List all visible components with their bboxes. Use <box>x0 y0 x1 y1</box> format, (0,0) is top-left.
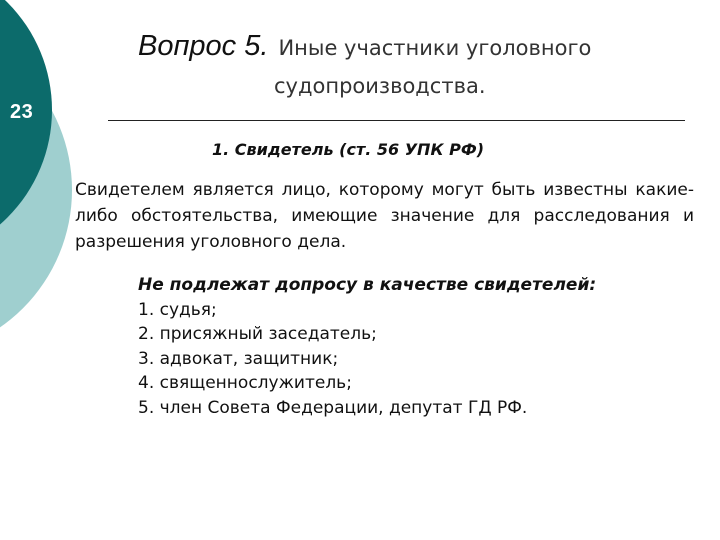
list-item: 1. судья; <box>138 299 217 320</box>
section-subheading: 1. Свидетель (ст. 56 УПК РФ) <box>212 140 484 159</box>
slide-number: 23 <box>10 101 34 123</box>
title-topic-line2: судопроизводства. <box>274 74 486 98</box>
witness-definition: Свидетелем является лицо, которому могут быть известны какие-либо обстоятельства, имеющие значение для расследования и разрешения уголовного дела. <box>75 180 694 252</box>
list-item: 2. присяжный заседатель; <box>138 324 377 344</box>
title-divider <box>108 120 685 121</box>
exclusions-block <box>138 273 698 420</box>
title-topic-line1: Иные участники уголовного <box>278 36 592 60</box>
question-number: Вопрос 5. <box>138 30 269 62</box>
exclusions-list <box>138 298 698 421</box>
exclusions-title: Не подлежат допросу в качестве свидетелей: <box>138 275 597 295</box>
list-item: 4. священнослужитель; <box>138 373 352 393</box>
list-item: 5. член Совета Федерации, депутат ГД РФ. <box>138 397 528 418</box>
list-item: 3. адвокат, защитник; <box>138 348 339 369</box>
slide-title <box>138 30 591 63</box>
